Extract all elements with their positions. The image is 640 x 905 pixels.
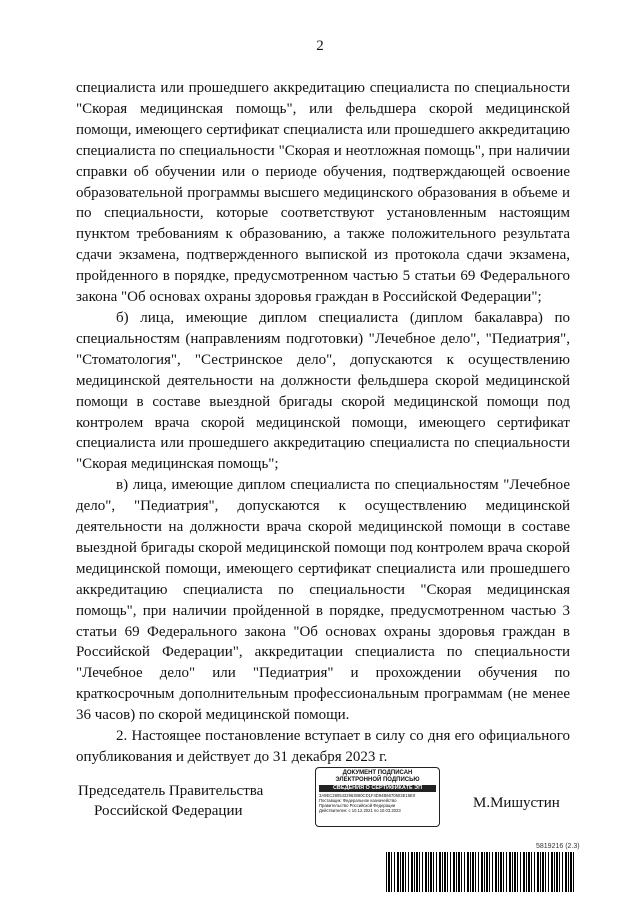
- stamp-header: СВЕДЕНИЯ О СЕРТИФИКАТЕ ЭП: [319, 785, 436, 792]
- page-number: 2: [316, 38, 324, 54]
- paragraph: б) лица, имеющие диплом специалиста (диплом бакалавра) по специальностям (направлениям подготовки) "Лечебное дело", "Педиатрия", "Стоматология", "Сестринское дело", допускаются к осуществлению медицинской деятельности на должности фельдшера скорой медицинской помощи в составе выездной бригады скорой медицинской помощи под контролем врача скорой медицинской помощи, имеющего сертификат специалиста или прошедшего аккредитацию специалиста по специальности "Скорая медицинская помощь";: [76, 309, 570, 473]
- document-code: 5819216 (2.3): [536, 843, 580, 850]
- paragraph: в) лица, имеющие диплом специалиста по специальностям "Лечебное дело", "Педиатрия", допускаются к осуществлению медицинской деятельности на должности врача скорой медицинской помощи в составе выездной бригады скорой медицинской помощи под контролем врача скорой медицинской помощи, имеющего сертификат специалиста или прошедшего аккредитацию специалиста по специальности "Скорая медицинская помощь", при наличии пройденной в порядке, предусмотренном частью 3 статьи 69 Федерального закона "Об основах охраны здоровья граждан в Российской Федерации", аккредитации специалиста по специальности "Лечебное дело" или "Педиатрия" и прохождении обучения по краткосрочным дополнительным профессиональным программам (не менее 36 часов) по скорой медицинской помощи.: [76, 477, 570, 724]
- signatory-name: М.Мишустин: [473, 795, 560, 811]
- signatory-title-line1: Председатель Правительства: [78, 783, 264, 799]
- body-text: [76, 78, 570, 768]
- stamp-owner: Правительство Российской Федерации: [319, 803, 396, 808]
- paragraph: 2. Настоящее постановление вступает в силу со дня его официального опубликования и действует до 31 декабря 2023 г.: [76, 728, 570, 765]
- stamp-line2: ЭЛЕКТРОННОЙ ПОДПИСЬЮ: [335, 777, 420, 783]
- paragraph: специалиста или прошедшего аккредитацию специалиста по специальности "Скорая медицинская помощь", или фельдшера скорой медицинской помощи, имеющего сертификат специалиста или прошедшего аккредитацию специалиста по специальности "Скорая и неотложная помощь", при наличии справки об обучении или о периоде обучения, подтверждающей освоение образовательной программы высшего медицинского образования в объеме и по специальности, которые соответствуют установленным настоящим пунктом требованиям к образованию, а также положительного результата сдачи экзамена, подтвержденного выпиской из протокола сдачи экзамена, пройденного в порядке, предусмотренном частью 5 статьи 69 Федерального закона "Об основах охраны здоровья граждан в Российской Федерации";: [76, 80, 570, 306]
- electronic-signature-stamp: [315, 767, 440, 827]
- stamp-serial: 3A9EC2805432963880CD1F4D94B6670503E16E0: [319, 793, 416, 798]
- barcode: [386, 852, 576, 892]
- stamp-validity: Действителен: с 10.12.2021 по 10.03.2023: [319, 808, 401, 813]
- signatory-title-line2: Российской Федерации: [94, 803, 243, 819]
- stamp-issuer: Поставщик: Федеральное казначейство: [319, 798, 397, 803]
- stamp-line1: ДОКУМЕНТ ПОДПИСАН: [342, 770, 413, 776]
- signatory-title: [78, 781, 263, 821]
